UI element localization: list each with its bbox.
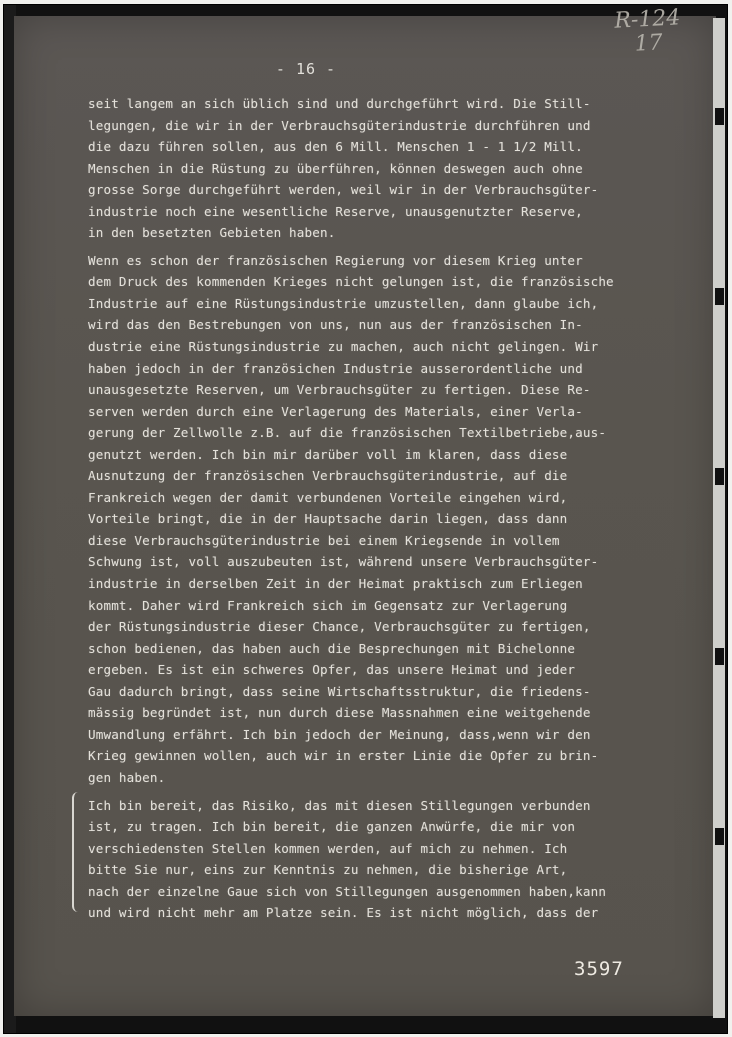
text-line: grosse Sorge durchgeführt werden, weil wir in der Verbrauchsgüter-	[88, 182, 599, 198]
text-line: dustrie eine Rüstungsindustrie zu machen, auch nicht gelingen. Wir	[88, 339, 599, 355]
text-line: Umwandlung erfährt. Ich bin jedoch der Meinung, dass,wenn wir den	[88, 726, 591, 742]
text-line: Industrie auf eine Rüstungsindustrie umzustellen, dann glaube ich,	[88, 295, 599, 311]
folio-line: 17	[633, 30, 664, 57]
text-line: haben jedoch in der französichen Industrie ausserordentliche und	[88, 360, 583, 376]
text-line: verschiedensten Stellen kommen werden, auf mich zu nehmen. Ich	[88, 840, 568, 856]
text-line: die dazu führen sollen, aus den 6 Mill. Menschen 1 - 1 1/2 Mill.	[88, 139, 583, 155]
text-line: und wird nicht mehr am Platze sein. Es ist nicht möglich, dass der	[88, 905, 599, 921]
handwritten-folio-mark	[607, 6, 689, 58]
page-number: - 16 -	[275, 60, 337, 78]
page-stamp-number: 3597	[574, 958, 624, 980]
text-line: diese Verbrauchsgüterindustrie bei einem Kriegsende in vollem	[88, 532, 560, 548]
text-line: seit langem an sich üblich sind und durchgeführt wird. Die Still-	[88, 96, 591, 111]
text-line: unausgesetzte Reserven, um Verbrauchsgüter zu fertigen. Diese Re-	[88, 382, 591, 398]
text-line: gen haben.	[88, 769, 166, 785]
text-line: dem Druck des kommenden Krieges nicht gelungen ist, die französische	[88, 274, 614, 290]
text-line: Frankreich wegen der damit verbundenen Vorteile eingehen wird,	[88, 489, 568, 505]
text-line: in den besetzten Gebieten haben.	[88, 225, 336, 241]
text-line: ergeben. Es ist ein schweres Opfer, das unsere Heimat und jeder	[88, 662, 576, 678]
text-line: mässig begründet ist, nun durch diese Massnahmen eine weitgehende	[88, 705, 591, 721]
text-line: Ausnutzung der französischen Verbrauchsgüterindustrie, auf die	[88, 468, 568, 484]
text-line: ist, zu tragen. Ich bin bereit, die ganzen Anwürfe, die mir von	[88, 819, 576, 835]
margin-bracket-mark	[72, 792, 80, 912]
text-line: industrie in derselben Zeit in der Heimat praktisch zum Erliegen	[88, 576, 583, 592]
text-line: Gau dadurch bringt, dass seine Wirtschaftsstruktur, die friedens-	[88, 683, 591, 699]
text-line: serven werden durch eine Verlagerung des Materials, einer Verla-	[88, 403, 583, 419]
text-line: Ich bin bereit, das Risiko, das mit diesen Stillegungen verbunden	[88, 797, 591, 813]
text-line: genutzt werden. Ich bin mir darüber voll im klaren, dass diese	[88, 446, 568, 462]
text-line: nach der einzelne Gaue sich von Stillegungen ausgenommen haben,kann	[88, 883, 607, 899]
text-line: gerung der Zellwolle z.B. auf die französischen Textilbetriebe,aus-	[88, 425, 607, 441]
text-line: wird das den Bestrebungen von uns, nun aus der französischen In-	[88, 317, 583, 333]
text-line: der Rüstungsindustrie dieser Chance, Verbrauchsgüter zu fertigen,	[88, 619, 591, 635]
text-line: Vorteile bringt, die in der Hauptsache darin liegen, dass dann	[88, 511, 568, 527]
text-line: schon bedienen, das haben auch die Besprechungen mit Bichelonne	[88, 640, 576, 656]
text-line: legungen, die wir in der Verbrauchsgüterindustrie durchführen und	[88, 117, 591, 133]
text-line: industrie noch eine wesentliche Reserve, unausgenutzter Reserve,	[88, 203, 583, 219]
text-line: Schwung ist, voll auszubeuten ist, während unsere Verbrauchsgüter-	[88, 554, 599, 570]
typewritten-body	[88, 93, 728, 924]
text-line: Krieg gewinnen wollen, auch wir in erster Linie die Opfer zu brin-	[88, 748, 599, 764]
folio-line: R-124	[613, 5, 681, 34]
text-line: Wenn es schon der französischen Regierung vor diesem Krieg unter	[88, 252, 583, 268]
text-line: Menschen in die Rüstung zu überführen, können deswegen auch ohne	[88, 160, 583, 176]
text-line: bitte Sie nur, eins zur Kenntnis zu nehmen, die bisherige Art,	[88, 862, 568, 878]
text-line: kommt. Daher wird Frankreich sich im Gegensatz zur Verlagerung	[88, 597, 568, 613]
